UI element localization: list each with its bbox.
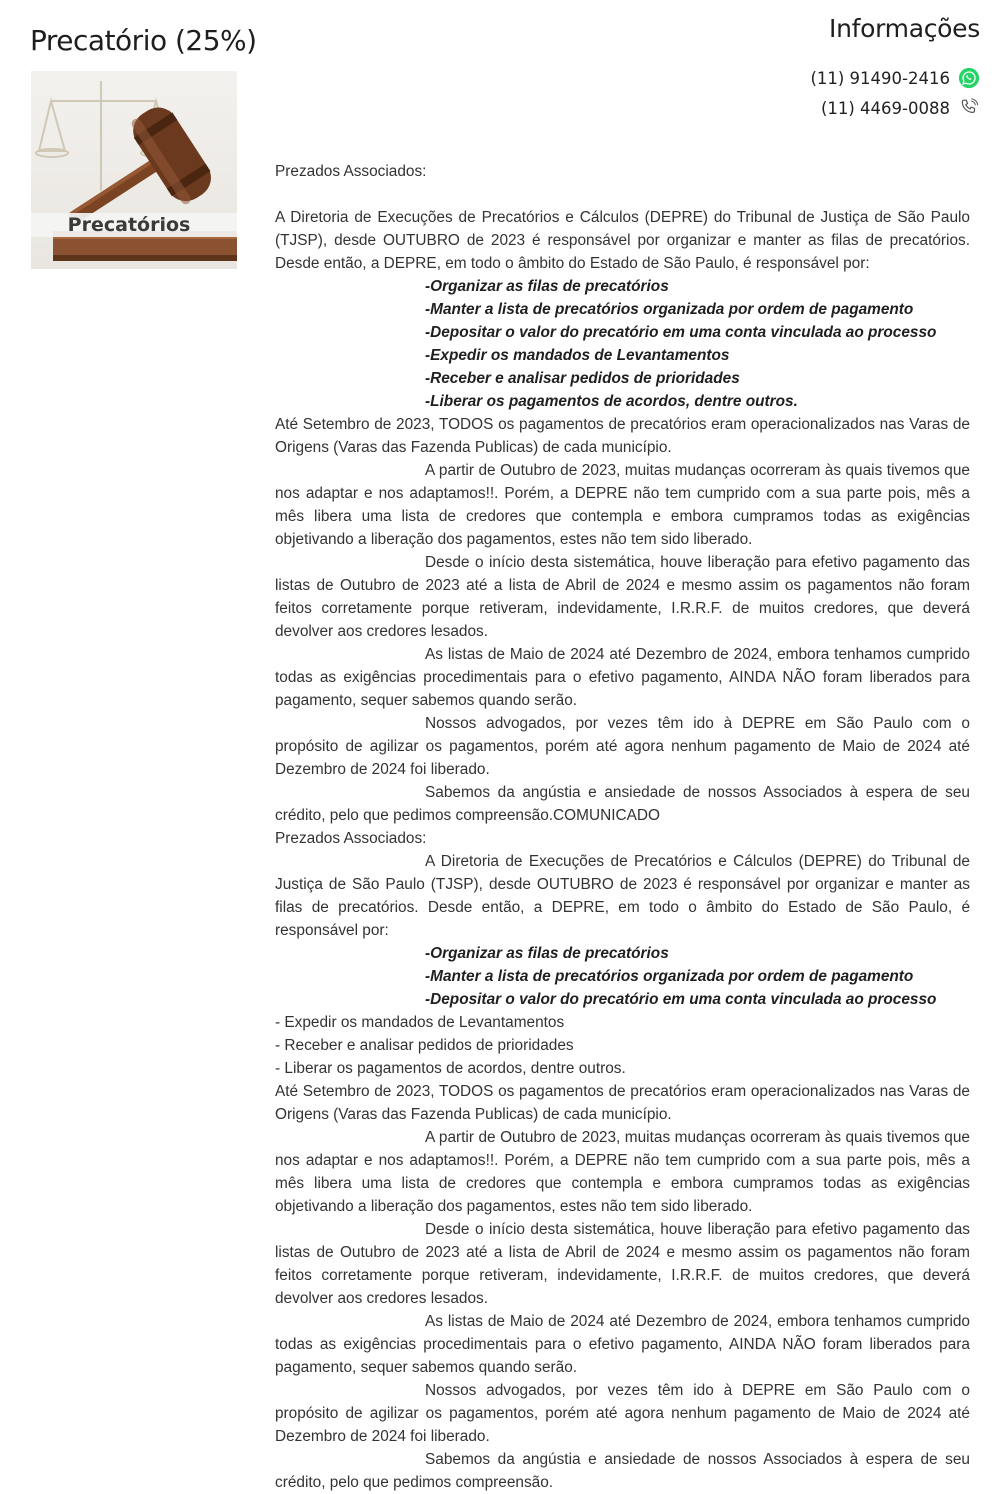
paragraph: Nossos advogados, por vezes têm ido à DEPRE em São Paulo com o propósito de agilizar os pagamentos, porém até agora nenhum pagamento de Maio de 2024 até Dezembro de 2024 foi liberado. — [275, 1382, 970, 1445]
list-item: -Receber e analisar pedidos de prioridades — [425, 370, 740, 387]
paragraph: Sabemos da angústia e ansiedade de nossos Associados à espera de seu crédito, pelo que pedimos compreensão.COMUNICADO — [275, 784, 970, 824]
list-item: -Manter a lista de precatórios organizada por ordem de pagamento — [425, 301, 914, 318]
whatsapp-contact[interactable] — [810, 66, 980, 90]
list-item: -Organizar as filas de precatórios — [425, 945, 669, 962]
paragraph: Até Setembro de 2023, TODOS os pagamentos de precatórios eram operacionalizados nas Varas de Origens (Varas das Fazenda Publicas) de cada município. — [275, 416, 970, 456]
info-title: Informações — [829, 14, 980, 43]
paragraph: Nossos advogados, por vezes têm ido à DEPRE em São Paulo com o propósito de agilizar os pagamentos, porém até agora nenhum pagamento de Maio de 2024 até Dezembro de 2024 foi liberado. — [275, 715, 970, 778]
paragraph: Desde o início desta sistemática, houve liberação para efetivo pagamento das listas de Outubro de 2023 até a lista de Abril de 2024 e mesmo assim os pagamentos não foram feitos corretamente porque retiveram, indevidamente, I.R.R.F. de muitos credores, que deverá devolver aos credores lesados. — [275, 1221, 970, 1307]
list-item: - Liberar os pagamentos de acordos, dentre outros. — [275, 1060, 626, 1077]
precatorios-thumbnail — [31, 71, 237, 269]
landline-contact[interactable] — [821, 96, 980, 120]
announcement-body — [275, 160, 970, 1494]
intro-paragraph: A Diretoria de Execuções de Precatórios e Cálculos (DEPRE) do Tribunal de Justiça de São Paulo (TJSP), desde OUTUBRO de 2023 é responsável por organizar e manter as filas de precatórios. Desde então, a DEPRE, em todo o âmbito do Estado de São Paulo, é responsável por: — [275, 853, 970, 939]
greeting: Prezados Associados: — [275, 830, 427, 847]
gavel-image — [31, 71, 237, 269]
list-item: -Expedir os mandados de Levantamentos — [425, 347, 730, 364]
list-item: - Receber e analisar pedidos de prioridades — [275, 1037, 574, 1054]
phone-icon — [958, 97, 980, 119]
whatsapp-number[interactable]: (11) 91490-2416 — [810, 68, 950, 88]
paragraph: As listas de Maio de 2024 até Dezembro de 2024, embora tenhamos cumprido todas as exigências procedimentais para o efetivo pagamento, AINDA NÃO foram liberados para pagamento, sequer sabemos quando serão. — [275, 1313, 970, 1376]
paragraph: Desde o início desta sistemática, houve liberação para efetivo pagamento das listas de Outubro de 2023 até a lista de Abril de 2024 e mesmo assim os pagamentos não foram feitos corretamente porque retiveram, indevidamente, I.R.R.F. de muitos credores, que deverá devolver aos credores lesados. — [275, 554, 970, 640]
list-item: -Liberar os pagamentos de acordos, dentre outros. — [425, 393, 798, 410]
landline-number[interactable]: (11) 4469-0088 — [820, 98, 950, 118]
thumbnail-caption: Precatórios — [67, 214, 191, 236]
list-item: -Depositar o valor do precatório em uma conta vinculada ao processo — [425, 324, 937, 341]
list-item: - Expedir os mandados de Levantamentos — [275, 1014, 565, 1031]
responsibilities-list-plain — [275, 1011, 970, 1080]
paragraph: A partir de Outubro de 2023, muitas mudanças ocorreram às quais tivemos que nos adaptar e nos adaptamos!!. Porém, a DEPRE não tem cumprido com a sua parte pois, mês a mês libera uma lista de credores que contempla e embora cumpramos todas as exigências objetivando a liberação dos pagamentos, estes não tem sido liberado. — [275, 462, 970, 548]
list-item: -Organizar as filas de precatórios — [425, 278, 669, 295]
list-item: -Depositar o valor do precatório em uma conta vinculada ao processo — [425, 991, 937, 1008]
paragraph: A partir de Outubro de 2023, muitas mudanças ocorreram às quais tivemos que nos adaptar e nos adaptamos!!. Porém, a DEPRE não tem cumprido com a sua parte pois, mês a mês libera uma lista de credores que contempla e embora cumpramos todas as exigências objetivando a liberação dos pagamentos, estes não tem sido liberado. — [275, 1129, 970, 1215]
responsibilities-list — [275, 275, 970, 413]
greeting: Prezados Associados: — [275, 163, 427, 180]
paragraph: Até Setembro de 2023, TODOS os pagamentos de precatórios eram operacionalizados nas Varas de Origens (Varas das Fazenda Publicas) de cada município. — [275, 1083, 970, 1123]
list-item: -Manter a lista de precatórios organizada por ordem de pagamento — [425, 968, 914, 985]
responsibilities-list — [275, 942, 970, 1011]
paragraph: As listas de Maio de 2024 até Dezembro de 2024, embora tenhamos cumprido todas as exigências procedimentais para o efetivo pagamento, AINDA NÃO foram liberados para pagamento, sequer sabemos quando serão. — [275, 646, 970, 709]
paragraph: Sabemos da angústia e ansiedade de nossos Associados à espera de seu crédito, pelo que pedimos compreensão. — [275, 1451, 970, 1491]
intro-paragraph: A Diretoria de Execuções de Precatórios e Cálculos (DEPRE) do Tribunal de Justiça de São Paulo (TJSP), desde OUTUBRO de 2023 é responsável por organizar e manter as filas de precatórios. Desde então, a DEPRE, em todo o âmbito do Estado de São Paulo, é responsável por: — [275, 209, 970, 272]
page-title: Precatório (25%) — [30, 24, 257, 57]
whatsapp-icon — [958, 67, 980, 89]
